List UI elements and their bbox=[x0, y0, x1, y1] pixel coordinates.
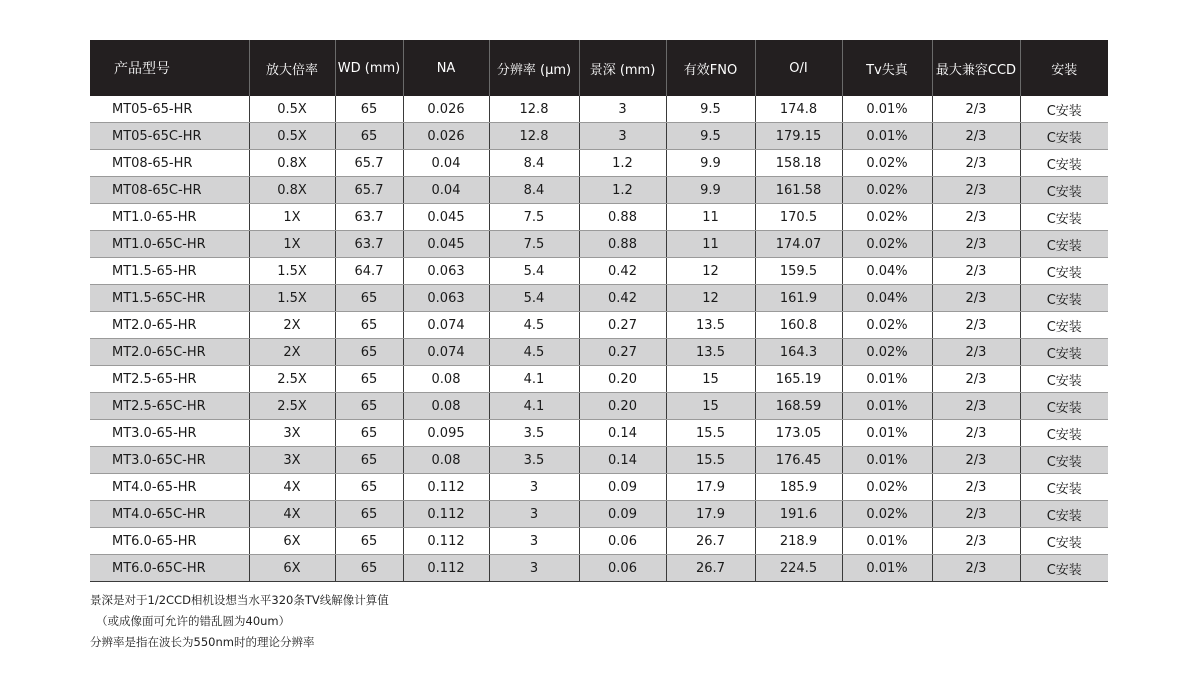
header-depth-of-field: 景深 (mm) bbox=[579, 40, 666, 96]
cell-depth-of-field: 3 bbox=[579, 96, 666, 123]
cell-depth-of-field: 0.20 bbox=[579, 393, 666, 420]
cell-magnification: 2X bbox=[249, 339, 335, 366]
note-resolution: 分辨率是指在波长为550nm时的理论分辨率 bbox=[90, 635, 315, 649]
cell-effective-fno: 17.9 bbox=[666, 474, 755, 501]
table-row bbox=[90, 312, 1108, 339]
cell-magnification: 2.5X bbox=[249, 393, 335, 420]
note-depth-of-field: 景深是对于1/2CCD相机设想当水平320条TV线解像计算值 bbox=[90, 593, 389, 607]
header-magnification: 放大倍率 bbox=[249, 40, 335, 96]
cell-magnification: 3X bbox=[249, 420, 335, 447]
cell-magnification: 0.8X bbox=[249, 177, 335, 204]
cell-model: MT1.5-65C-HR bbox=[90, 285, 249, 312]
cell-na: 0.08 bbox=[403, 447, 489, 474]
cell-oi: 191.6 bbox=[755, 501, 842, 528]
table-row bbox=[90, 420, 1108, 447]
cell-oi: 174.07 bbox=[755, 231, 842, 258]
cell-effective-fno: 12 bbox=[666, 285, 755, 312]
cell-max-ccd: 2/3 bbox=[932, 285, 1020, 312]
cell-oi: 170.5 bbox=[755, 204, 842, 231]
cell-effective-fno: 26.7 bbox=[666, 528, 755, 555]
cell-magnification: 3X bbox=[249, 447, 335, 474]
cell-magnification: 0.8X bbox=[249, 150, 335, 177]
cell-model: MT1.0-65C-HR bbox=[90, 231, 249, 258]
cell-magnification: 1X bbox=[249, 204, 335, 231]
cell-wd: 65 bbox=[335, 366, 403, 393]
cell-resolution: 5.4 bbox=[489, 285, 579, 312]
cell-max-ccd: 2/3 bbox=[932, 258, 1020, 285]
cell-magnification: 4X bbox=[249, 474, 335, 501]
cell-resolution: 12.8 bbox=[489, 96, 579, 123]
cell-oi: 159.5 bbox=[755, 258, 842, 285]
cell-model: MT1.5-65-HR bbox=[90, 258, 249, 285]
cell-wd: 65 bbox=[335, 285, 403, 312]
cell-model: MT05-65-HR bbox=[90, 96, 249, 123]
cell-resolution: 3.5 bbox=[489, 420, 579, 447]
cell-mount: C安装 bbox=[1020, 258, 1108, 285]
table-row bbox=[90, 123, 1108, 150]
cell-wd: 63.7 bbox=[335, 204, 403, 231]
cell-oi: 218.9 bbox=[755, 528, 842, 555]
cell-magnification: 0.5X bbox=[249, 123, 335, 150]
table-row bbox=[90, 366, 1108, 393]
cell-na: 0.112 bbox=[403, 528, 489, 555]
cell-mount: C安装 bbox=[1020, 474, 1108, 501]
cell-mount: C安装 bbox=[1020, 420, 1108, 447]
cell-tv-distortion: 0.02% bbox=[842, 339, 932, 366]
cell-magnification: 0.5X bbox=[249, 96, 335, 123]
cell-na: 0.063 bbox=[403, 285, 489, 312]
cell-na: 0.095 bbox=[403, 420, 489, 447]
cell-oi: 176.45 bbox=[755, 447, 842, 474]
cell-tv-distortion: 0.01% bbox=[842, 96, 932, 123]
cell-depth-of-field: 0.88 bbox=[579, 204, 666, 231]
cell-wd: 63.7 bbox=[335, 231, 403, 258]
cell-max-ccd: 2/3 bbox=[932, 339, 1020, 366]
cell-model: MT3.0-65C-HR bbox=[90, 447, 249, 474]
cell-depth-of-field: 0.42 bbox=[579, 285, 666, 312]
cell-na: 0.112 bbox=[403, 474, 489, 501]
cell-wd: 65 bbox=[335, 420, 403, 447]
cell-effective-fno: 15 bbox=[666, 366, 755, 393]
table-row bbox=[90, 339, 1108, 366]
cell-oi: 164.3 bbox=[755, 339, 842, 366]
cell-oi: 158.18 bbox=[755, 150, 842, 177]
cell-depth-of-field: 3 bbox=[579, 123, 666, 150]
cell-resolution: 3 bbox=[489, 528, 579, 555]
cell-na: 0.026 bbox=[403, 96, 489, 123]
table-header bbox=[90, 40, 1108, 96]
cell-magnification: 1X bbox=[249, 231, 335, 258]
cell-wd: 65.7 bbox=[335, 177, 403, 204]
cell-na: 0.045 bbox=[403, 204, 489, 231]
cell-tv-distortion: 0.01% bbox=[842, 393, 932, 420]
cell-magnification: 6X bbox=[249, 555, 335, 582]
header-row bbox=[90, 40, 1108, 96]
table-row bbox=[90, 177, 1108, 204]
cell-mount: C安装 bbox=[1020, 501, 1108, 528]
header-oi: O/I bbox=[755, 40, 842, 96]
cell-model: MT1.0-65-HR bbox=[90, 204, 249, 231]
table-row bbox=[90, 555, 1108, 582]
cell-mount: C安装 bbox=[1020, 96, 1108, 123]
cell-oi: 179.15 bbox=[755, 123, 842, 150]
cell-wd: 65.7 bbox=[335, 150, 403, 177]
cell-tv-distortion: 0.02% bbox=[842, 501, 932, 528]
cell-depth-of-field: 1.2 bbox=[579, 177, 666, 204]
cell-depth-of-field: 1.2 bbox=[579, 150, 666, 177]
cell-depth-of-field: 0.88 bbox=[579, 231, 666, 258]
cell-mount: C安装 bbox=[1020, 150, 1108, 177]
cell-tv-distortion: 0.02% bbox=[842, 312, 932, 339]
cell-resolution: 3 bbox=[489, 555, 579, 582]
cell-effective-fno: 9.5 bbox=[666, 96, 755, 123]
cell-oi: 224.5 bbox=[755, 555, 842, 582]
cell-depth-of-field: 0.09 bbox=[579, 501, 666, 528]
table-body bbox=[90, 96, 1108, 582]
header-resolution: 分辨率 (µm) bbox=[489, 40, 579, 96]
cell-effective-fno: 13.5 bbox=[666, 339, 755, 366]
cell-mount: C安装 bbox=[1020, 231, 1108, 258]
cell-model: MT2.5-65-HR bbox=[90, 366, 249, 393]
cell-max-ccd: 2/3 bbox=[932, 393, 1020, 420]
cell-magnification: 1.5X bbox=[249, 285, 335, 312]
cell-na: 0.08 bbox=[403, 366, 489, 393]
cell-effective-fno: 11 bbox=[666, 204, 755, 231]
cell-effective-fno: 15.5 bbox=[666, 420, 755, 447]
cell-max-ccd: 2/3 bbox=[932, 447, 1020, 474]
cell-max-ccd: 2/3 bbox=[932, 528, 1020, 555]
table-row bbox=[90, 150, 1108, 177]
cell-oi: 173.05 bbox=[755, 420, 842, 447]
cell-depth-of-field: 0.27 bbox=[579, 312, 666, 339]
cell-mount: C安装 bbox=[1020, 177, 1108, 204]
cell-resolution: 4.1 bbox=[489, 393, 579, 420]
header-max-ccd: 最大兼容CCD bbox=[932, 40, 1020, 96]
cell-mount: C安装 bbox=[1020, 528, 1108, 555]
cell-effective-fno: 9.9 bbox=[666, 177, 755, 204]
header-na: NA bbox=[403, 40, 489, 96]
cell-depth-of-field: 0.27 bbox=[579, 339, 666, 366]
cell-tv-distortion: 0.02% bbox=[842, 204, 932, 231]
spec-table bbox=[90, 40, 1108, 582]
cell-max-ccd: 2/3 bbox=[932, 501, 1020, 528]
cell-magnification: 4X bbox=[249, 501, 335, 528]
cell-max-ccd: 2/3 bbox=[932, 177, 1020, 204]
cell-na: 0.08 bbox=[403, 393, 489, 420]
cell-wd: 65 bbox=[335, 528, 403, 555]
cell-model: MT4.0-65C-HR bbox=[90, 501, 249, 528]
cell-tv-distortion: 0.01% bbox=[842, 366, 932, 393]
cell-depth-of-field: 0.14 bbox=[579, 420, 666, 447]
cell-effective-fno: 9.9 bbox=[666, 150, 755, 177]
table-row bbox=[90, 447, 1108, 474]
cell-resolution: 4.1 bbox=[489, 366, 579, 393]
cell-wd: 65 bbox=[335, 339, 403, 366]
cell-magnification: 6X bbox=[249, 528, 335, 555]
cell-resolution: 3 bbox=[489, 474, 579, 501]
cell-max-ccd: 2/3 bbox=[932, 150, 1020, 177]
cell-tv-distortion: 0.01% bbox=[842, 420, 932, 447]
cell-mount: C安装 bbox=[1020, 366, 1108, 393]
cell-magnification: 1.5X bbox=[249, 258, 335, 285]
cell-effective-fno: 9.5 bbox=[666, 123, 755, 150]
table-row bbox=[90, 204, 1108, 231]
cell-resolution: 7.5 bbox=[489, 231, 579, 258]
cell-mount: C安装 bbox=[1020, 312, 1108, 339]
cell-wd: 65 bbox=[335, 312, 403, 339]
cell-mount: C安装 bbox=[1020, 204, 1108, 231]
cell-na: 0.04 bbox=[403, 150, 489, 177]
cell-magnification: 2X bbox=[249, 312, 335, 339]
cell-model: MT2.0-65-HR bbox=[90, 312, 249, 339]
cell-depth-of-field: 0.20 bbox=[579, 366, 666, 393]
cell-model: MT08-65C-HR bbox=[90, 177, 249, 204]
cell-na: 0.074 bbox=[403, 339, 489, 366]
cell-oi: 161.9 bbox=[755, 285, 842, 312]
cell-depth-of-field: 0.06 bbox=[579, 555, 666, 582]
cell-wd: 65 bbox=[335, 555, 403, 582]
cell-resolution: 7.5 bbox=[489, 204, 579, 231]
cell-na: 0.074 bbox=[403, 312, 489, 339]
cell-oi: 168.59 bbox=[755, 393, 842, 420]
cell-max-ccd: 2/3 bbox=[932, 420, 1020, 447]
cell-resolution: 8.4 bbox=[489, 177, 579, 204]
cell-tv-distortion: 0.01% bbox=[842, 555, 932, 582]
cell-resolution: 5.4 bbox=[489, 258, 579, 285]
cell-model: MT6.0-65C-HR bbox=[90, 555, 249, 582]
cell-na: 0.04 bbox=[403, 177, 489, 204]
cell-effective-fno: 11 bbox=[666, 231, 755, 258]
table-row bbox=[90, 501, 1108, 528]
cell-effective-fno: 15.5 bbox=[666, 447, 755, 474]
cell-mount: C安装 bbox=[1020, 393, 1108, 420]
cell-wd: 64.7 bbox=[335, 258, 403, 285]
cell-na: 0.063 bbox=[403, 258, 489, 285]
header-tv-distortion: Tv失真 bbox=[842, 40, 932, 96]
header-effective-fno: 有效FNO bbox=[666, 40, 755, 96]
cell-max-ccd: 2/3 bbox=[932, 231, 1020, 258]
cell-tv-distortion: 0.01% bbox=[842, 123, 932, 150]
cell-effective-fno: 17.9 bbox=[666, 501, 755, 528]
cell-max-ccd: 2/3 bbox=[932, 123, 1020, 150]
cell-tv-distortion: 0.01% bbox=[842, 447, 932, 474]
cell-resolution: 12.8 bbox=[489, 123, 579, 150]
cell-model: MT3.0-65-HR bbox=[90, 420, 249, 447]
cell-depth-of-field: 0.14 bbox=[579, 447, 666, 474]
cell-model: MT2.0-65C-HR bbox=[90, 339, 249, 366]
table-row bbox=[90, 258, 1108, 285]
cell-oi: 160.8 bbox=[755, 312, 842, 339]
table-row bbox=[90, 528, 1108, 555]
cell-max-ccd: 2/3 bbox=[932, 204, 1020, 231]
table-row bbox=[90, 96, 1108, 123]
cell-max-ccd: 2/3 bbox=[932, 96, 1020, 123]
cell-tv-distortion: 0.02% bbox=[842, 150, 932, 177]
cell-na: 0.045 bbox=[403, 231, 489, 258]
cell-wd: 65 bbox=[335, 96, 403, 123]
cell-effective-fno: 15 bbox=[666, 393, 755, 420]
header-mount: 安装 bbox=[1020, 40, 1108, 96]
cell-resolution: 4.5 bbox=[489, 312, 579, 339]
cell-oi: 174.8 bbox=[755, 96, 842, 123]
cell-model: MT2.5-65C-HR bbox=[90, 393, 249, 420]
cell-model: MT4.0-65-HR bbox=[90, 474, 249, 501]
cell-depth-of-field: 0.06 bbox=[579, 528, 666, 555]
cell-wd: 65 bbox=[335, 393, 403, 420]
cell-wd: 65 bbox=[335, 501, 403, 528]
cell-mount: C安装 bbox=[1020, 339, 1108, 366]
cell-effective-fno: 26.7 bbox=[666, 555, 755, 582]
cell-model: MT6.0-65-HR bbox=[90, 528, 249, 555]
cell-na: 0.112 bbox=[403, 501, 489, 528]
cell-wd: 65 bbox=[335, 474, 403, 501]
table-row bbox=[90, 393, 1108, 420]
cell-max-ccd: 2/3 bbox=[932, 474, 1020, 501]
cell-na: 0.112 bbox=[403, 555, 489, 582]
cell-tv-distortion: 0.02% bbox=[842, 177, 932, 204]
cell-depth-of-field: 0.09 bbox=[579, 474, 666, 501]
cell-tv-distortion: 0.04% bbox=[842, 285, 932, 312]
cell-depth-of-field: 0.42 bbox=[579, 258, 666, 285]
cell-model: MT05-65C-HR bbox=[90, 123, 249, 150]
cell-wd: 65 bbox=[335, 447, 403, 474]
cell-magnification: 2.5X bbox=[249, 366, 335, 393]
cell-oi: 165.19 bbox=[755, 366, 842, 393]
header-model: 产品型号 bbox=[90, 40, 249, 96]
cell-oi: 161.58 bbox=[755, 177, 842, 204]
header-wd: WD (mm) bbox=[335, 40, 403, 96]
footnotes bbox=[90, 590, 389, 653]
cell-tv-distortion: 0.02% bbox=[842, 231, 932, 258]
cell-oi: 185.9 bbox=[755, 474, 842, 501]
cell-resolution: 4.5 bbox=[489, 339, 579, 366]
cell-resolution: 3 bbox=[489, 501, 579, 528]
cell-effective-fno: 13.5 bbox=[666, 312, 755, 339]
cell-tv-distortion: 0.02% bbox=[842, 474, 932, 501]
cell-mount: C安装 bbox=[1020, 285, 1108, 312]
cell-mount: C安装 bbox=[1020, 123, 1108, 150]
cell-mount: C安装 bbox=[1020, 555, 1108, 582]
cell-tv-distortion: 0.01% bbox=[842, 528, 932, 555]
table-row bbox=[90, 231, 1108, 258]
cell-mount: C安装 bbox=[1020, 447, 1108, 474]
cell-tv-distortion: 0.04% bbox=[842, 258, 932, 285]
cell-max-ccd: 2/3 bbox=[932, 312, 1020, 339]
note-circle-of-confusion: （或成像面可允许的错乱圆为40um） bbox=[96, 614, 291, 628]
cell-resolution: 3.5 bbox=[489, 447, 579, 474]
cell-max-ccd: 2/3 bbox=[932, 555, 1020, 582]
table-row bbox=[90, 285, 1108, 312]
cell-na: 0.026 bbox=[403, 123, 489, 150]
cell-model: MT08-65-HR bbox=[90, 150, 249, 177]
table-row bbox=[90, 474, 1108, 501]
cell-wd: 65 bbox=[335, 123, 403, 150]
cell-max-ccd: 2/3 bbox=[932, 366, 1020, 393]
cell-resolution: 8.4 bbox=[489, 150, 579, 177]
cell-effective-fno: 12 bbox=[666, 258, 755, 285]
